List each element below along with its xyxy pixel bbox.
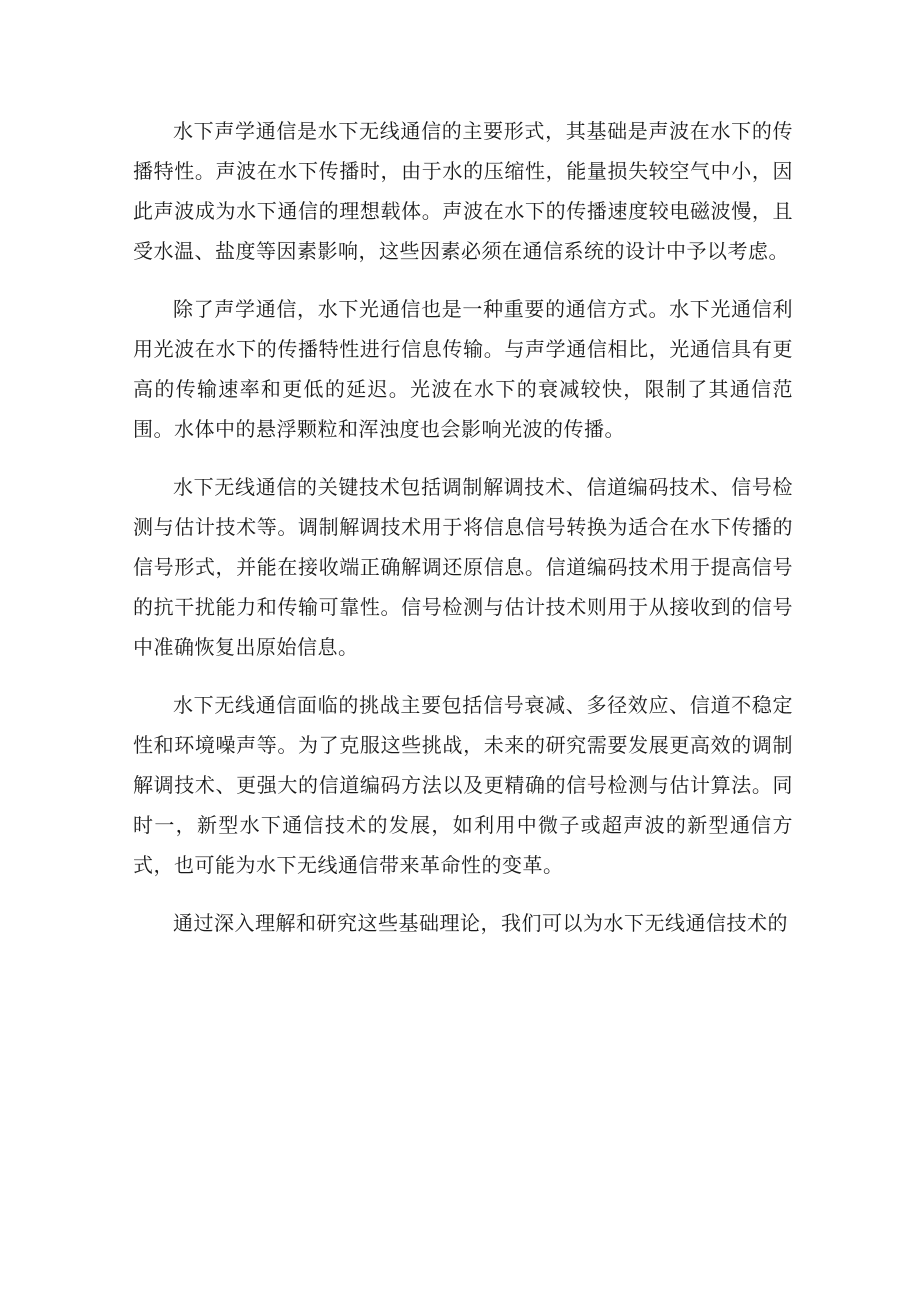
paragraph-optical-communication: 除了声学通信，水下光通信也是一种重要的通信方式。水下光通信利用光波在水下的传播特性进行信息传输。与声学通信相比，光通信具有更高的传输速率和更低的延迟。光波在水下的衰减较快，限制了其通信范围。水体中的悬浮颗粒和浑浊度也会影响光波的传播。 — [133, 297, 793, 441]
paragraph-key-technologies: 水下无线通信的关键技术包括调制解调技术、信道编码技术、信号检测与估计技术等。调制解调技术用于将信息信号转换为适合在水下传播的信号形式，并能在接收端正确解调还原信息。信道编码技术用于提高信号的抗干扰能力和传输可靠性。信号检测与估计技术则用于从接收到的信号中准确恢复出原始信息。 — [133, 475, 793, 659]
document-body — [133, 111, 793, 961]
paragraph-conclusion: 通过深入理解和研究这些基础理论，我们可以为水下无线通信技术的 — [173, 911, 788, 935]
paragraph-acoustic-communication: 水下声学通信是水下无线通信的主要形式，其基础是声波在水下的传播特性。声波在水下传播时，由于水的压缩性，能量损失较空气中小，因此声波成为水下通信的理想载体。声波在水下的传播速度较电磁波慢，且受水温、盐度等因素影响，这些因素必须在通信系统的设计中予以考虑。 — [133, 119, 793, 263]
paragraph-challenges: 水下无线通信面临的挑战主要包括信号衰减、多径效应、信道不稳定性和环境噪声等。为了克服这些挑战，未来的研究需要发展更高效的调制解调技术、更强大的信道编码方法以及更精确的信号检测与估计算法。同时一，新型水下通信技术的发展，如利用中微子或超声波的新型通信方式，也可能为水下无线通信带来革命性的变革。 — [133, 693, 793, 877]
